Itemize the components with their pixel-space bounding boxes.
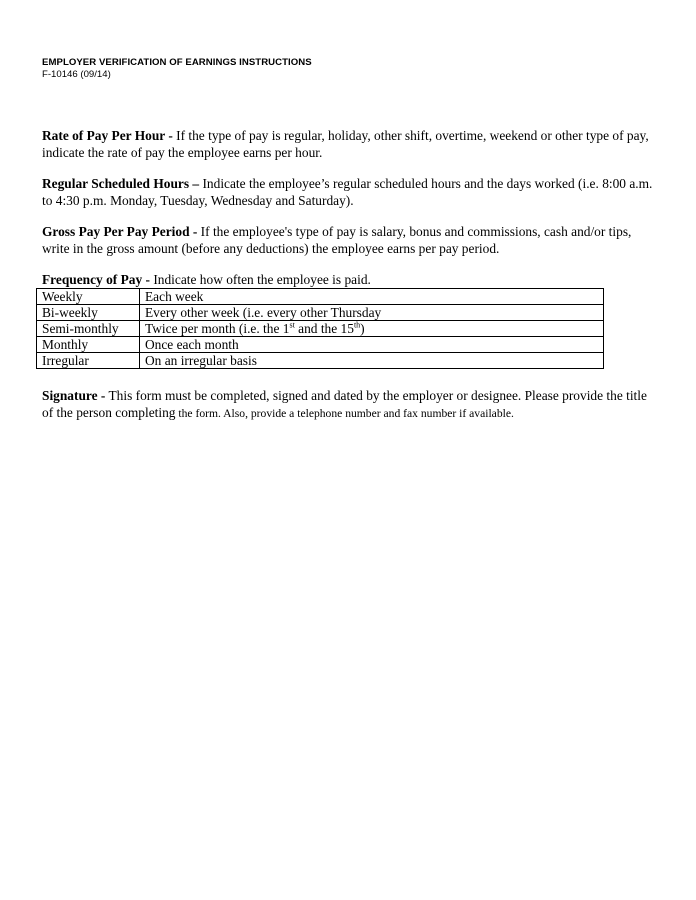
frequency-description (140, 321, 604, 337)
rate-of-pay-label: Rate of Pay Per Hour - (42, 128, 173, 143)
table-row (37, 305, 604, 321)
frequency-label: Frequency of Pay - (42, 272, 150, 287)
frequency-text: Indicate how often the employee is paid. (149, 272, 371, 287)
table-row (37, 337, 604, 353)
document-title: EMPLOYER VERIFICATION OF EARNINGS INSTRUCTIONS (42, 57, 312, 68)
signature-text: This form must be completed, signed and dated by the employer or designee. Please provide the title of the person completing (42, 388, 647, 420)
gross-pay-paragraph (42, 223, 654, 257)
table-row (37, 353, 604, 369)
table-row (37, 321, 604, 337)
frequency-term: Weekly (37, 289, 140, 305)
frequency-paragraph (42, 271, 654, 288)
description-part: ) (360, 321, 365, 336)
scheduled-hours-label: Regular Scheduled Hours – (42, 176, 200, 191)
ordinal-suffix: st (289, 320, 295, 330)
frequency-description: Once each month (140, 337, 604, 353)
frequency-term: Monthly (37, 337, 140, 353)
signature-label: Signature - (42, 388, 106, 403)
frequency-term: Bi-weekly (37, 305, 140, 321)
frequency-term: Semi-monthly (37, 321, 140, 337)
frequency-term: Irregular (37, 353, 140, 369)
form-number: F-10146 (09/14) (42, 69, 111, 80)
frequency-description: On an irregular basis (140, 353, 604, 369)
document-header (42, 57, 312, 81)
frequency-table (36, 288, 604, 369)
frequency-description: Every other week (i.e. every other Thursday (140, 305, 604, 321)
signature-paragraph (42, 387, 654, 422)
rate-of-pay-text: If the type of pay is regular, holiday, other shift, overtime, weekend or other type of pay, indicate the rate of pay the employee earns per hour. (42, 128, 649, 160)
signature-text-tail: the form. Also, provide a telephone number and fax number if available. (175, 407, 514, 420)
gross-pay-label: Gross Pay Per Pay Period - (42, 224, 198, 239)
description-part: and the 15 (294, 321, 354, 336)
instructions-body (42, 127, 654, 436)
scheduled-hours-text: Indicate the employee’s regular scheduled hours and the days worked (i.e. 8:00 a.m. to 4:30 p.m. Monday, Tuesday, Wednesday and Saturday). (42, 176, 653, 208)
scheduled-hours-paragraph (42, 175, 654, 209)
rate-of-pay-paragraph (42, 127, 654, 161)
table-row (37, 289, 604, 305)
description-part: Twice per month (i.e. the 1 (145, 321, 290, 336)
ordinal-suffix: th (353, 320, 361, 330)
gross-pay-text: If the employee's type of pay is salary, bonus and commissions, cash and/or tips, write in the gross amount (before any deductions) the employee earns per pay period. (42, 224, 632, 256)
frequency-description: Each week (140, 289, 604, 305)
